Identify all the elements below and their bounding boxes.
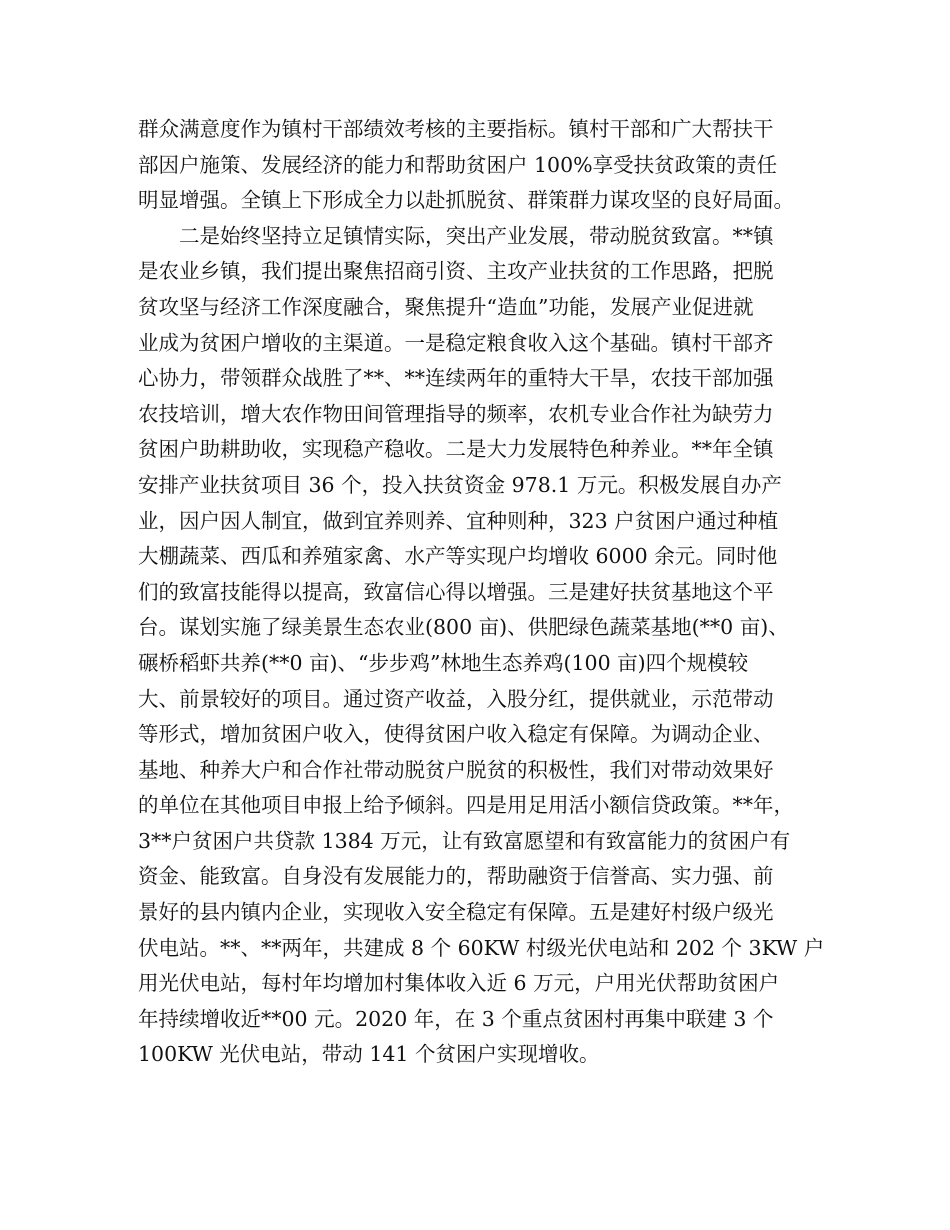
text-line: 安排产业扶贫项目 36 个，投入扶贫资金 978.1 万元。积极发展自办产 xyxy=(138,472,782,497)
text-line: 100KW 光伏电站，带动 141 个贫困户实现增收。 xyxy=(138,1042,600,1067)
text-line: 农技培训，增大农作物田间管理指导的频率，农机专业合作社为缺劳力 xyxy=(138,401,774,426)
text-line: 业成为贫困户增收的主渠道。一是稳定粮食收入这个基础。镇村干部齐 xyxy=(138,330,774,355)
text-line: 贫困户助耕助收，实现稳产稳收。二是大力发展特色种养业。**年全镇 xyxy=(138,437,774,462)
text-line: 明显增强。全镇上下形成全力以赴抓脱贫、群策群力谋攻坚的良好局面。 xyxy=(138,188,794,213)
text-line: 业，因户因人制宜，做到宜养则养、宜种则种，323 户贫困户通过种植 xyxy=(138,508,779,533)
paragraph-start-line: 二是始终坚持立足镇情实际，突出产业发展，带动脱贫致富。**镇 xyxy=(179,223,774,248)
text-line: 的单位在其他项目申报上给予倾斜。四是用足用活小额信贷政策。**年， xyxy=(138,793,794,818)
text-line: 群众满意度作为镇村干部绩效考核的主要指标。镇村干部和广大帮扶干 xyxy=(138,117,774,141)
text-line: 贫攻坚与经济工作深度融合，聚焦提升“造血”功能，发展产业促进就 xyxy=(138,294,754,319)
text-line: 伏电站。**、**两年，共建成 8 个 60KW 村级光伏电站和 202 个 3KW 户 xyxy=(138,935,825,960)
text-line: 景好的县内镇内企业，实现收入安全稳定有保障。五是建好村级户级光 xyxy=(138,900,774,925)
text-line: 大棚蔬菜、西瓜和养殖家禽、水产等实现户均增收 6000 余元。同时他 xyxy=(138,544,778,569)
text-line: 部因户施策、发展经济的能力和帮助贫困户 100%享受扶贫政策的责任 xyxy=(138,152,778,177)
text-line: 用光伏电站，每村年均增加村集体收入近 6 万元，户用光伏帮助贫困户 xyxy=(138,971,780,996)
text-line: 等形式，增加贫困户收入，使得贫困户收入稳定有保障。为调动企业、 xyxy=(138,722,774,747)
text-line: 们的致富技能得以提高，致富信心得以增强。三是建好扶贫基地这个平 xyxy=(138,579,774,604)
text-line: 心协力，带领群众战胜了**、**连续两年的重特大干旱，农技干部加强 xyxy=(138,366,774,391)
text-line: 资金、能致富。自身没有发展能力的，帮助融资于信誉高、实力强、前 xyxy=(138,864,774,889)
body-text xyxy=(138,112,838,1073)
text-line: 年持续增收近**00 元。2020 年，在 3 个重点贫困村再集中联建 3 个 xyxy=(138,1006,774,1031)
text-line: 台。谋划实施了绿美景生态农业(800 亩)、供肥绿色蔬菜基地(**0 亩)、 xyxy=(138,615,789,640)
text-line: 是农业乡镇，我们提出聚焦招商引资、主攻产业扶贫的工作思路，把脱 xyxy=(138,259,774,284)
text-line: 碾桥稻虾共养(**0 亩)、“步步鸡”林地生态养鸡(100 亩)四个规模较 xyxy=(138,650,749,675)
text-line: 3**户贫困户共贷款 1384 万元，让有致富愿望和有致富能力的贫困户有 xyxy=(138,828,791,853)
text-line: 基地、种养大户和合作社带动脱贫户脱贫的积极性，我们对带动效果好 xyxy=(138,757,774,782)
text-line: 大、前景较好的项目。通过资产收益，入股分红，提供就业，示范带动 xyxy=(138,686,774,711)
